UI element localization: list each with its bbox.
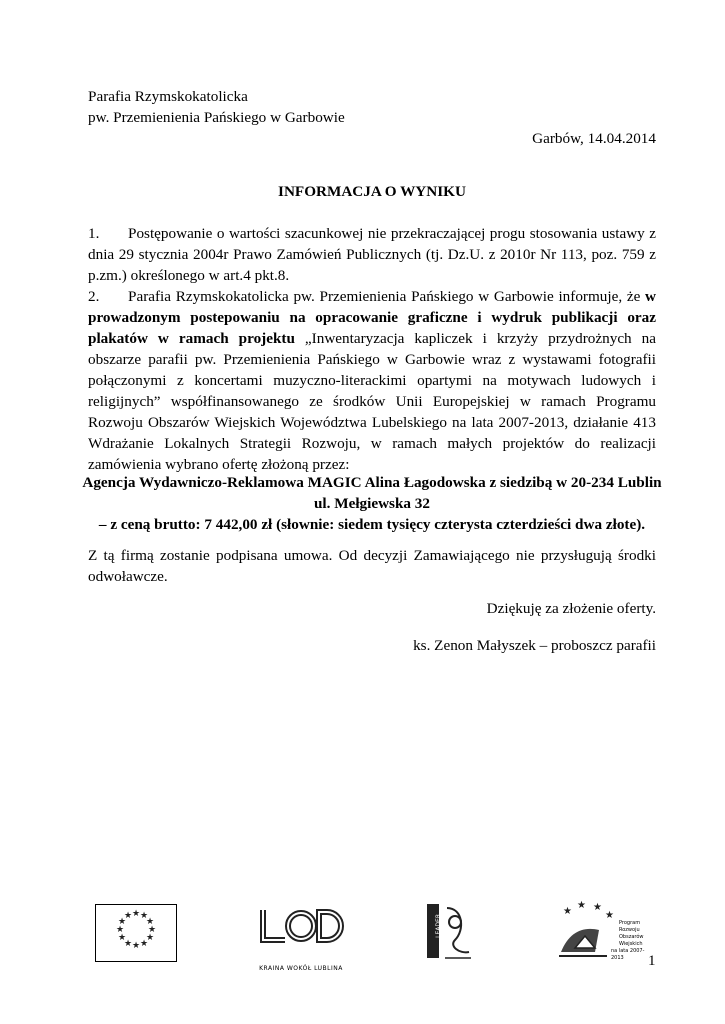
contract-note: Z tą firmą zostanie podpisana umowa. Od decyzji Zamawiającego nie przysługują środki odwoławcze.	[88, 547, 656, 585]
svg-text:★: ★	[115, 925, 125, 935]
prow-line: Program	[619, 920, 641, 926]
lgd-logo	[255, 906, 347, 972]
eu-flag-logo	[95, 904, 177, 962]
section-2-number: 2.	[88, 288, 100, 305]
prow-line: Rozwoju	[619, 927, 640, 933]
document-title: INFORMACJA O WYNIKU	[278, 183, 466, 200]
section-2	[88, 286, 656, 475]
svg-text:★: ★	[577, 900, 586, 911]
letterhead	[88, 86, 656, 128]
svg-text:★: ★	[605, 910, 614, 921]
prow-line: na lata 2007-2013	[611, 948, 645, 961]
org-name-line2: pw. Przemienienia Pańskiego w Garbowie	[88, 109, 345, 126]
winner-price: – z ceną brutto: 7 442,00 zł (słownie: siedem tysięcy czterysta czterdzieści dwa złote).	[98, 516, 646, 533]
prow-line: Obszarów	[619, 934, 644, 940]
org-name-line1: Parafia Rzymskokatolicka	[88, 88, 248, 105]
prow-line: Wiejskich	[619, 941, 643, 947]
prow-logo	[555, 896, 655, 966]
svg-text:★: ★	[139, 939, 149, 949]
svg-text:★: ★	[563, 906, 572, 917]
eu-stars-icon	[96, 905, 176, 961]
svg-text:★: ★	[139, 911, 149, 921]
svg-text:★: ★	[145, 933, 155, 943]
svg-text:★: ★	[145, 917, 155, 927]
winner-address: ul. Mełgiewska 32	[313, 495, 430, 512]
place-date: Garbów, 14.04.2014	[532, 130, 656, 147]
svg-text:★: ★	[131, 909, 141, 919]
svg-text:★: ★	[131, 941, 141, 951]
leader-label: LEADER	[435, 914, 442, 938]
section-2-bold: w prowadzonym postepowaniu na opracowanie graficzne i wydruk publikacji oraz plakatów w ramach projektu	[88, 288, 656, 347]
lgd-mark-icon	[255, 906, 347, 950]
svg-text:★: ★	[117, 933, 127, 943]
winner-name: Agencja Wydawniczo-Reklamowa MAGIC Alina Łagodowska z siedzibą w 20-234 Lublin	[82, 474, 662, 491]
signature: ks. Zenon Małyszek – proboszcz parafii	[413, 637, 656, 654]
leader-logo	[425, 900, 473, 964]
section-1	[88, 223, 656, 286]
svg-text:★: ★	[117, 917, 127, 927]
section-2-rest: „Inwentaryzacja kapliczek i krzyży przydrożnych na obszarze parafii pw. Przemienienia Pańskiego w Garbowie wraz z wystawami fotografii połączonymi z koncertami muzyczno-literackimi opartymi na motywach ludowych i religijnych” współfinansowanego ze środków Unii Europejskiej w ramach Programu Rozwoju Obszarów Wiejskich Województwa Lubelskiego na lata 2007-2013, działanie 413 Wdrażanie Lokalnych Strategii Rozwoju, w ramach małych projektów do realizacji zamówienia wybrano ofertę złożoną przez:	[88, 330, 656, 473]
winner-block	[78, 472, 666, 535]
lgd-caption: KRAINA WOKÓŁ LUBLINA	[259, 965, 343, 972]
section-1-number: 1.	[88, 225, 100, 242]
svg-text:★: ★	[123, 911, 133, 921]
section-1-text: Postępowanie o wartości szacunkowej nie przekraczającej progu stosowania ustawy z dnia 29 stycznia 2004r Prawo Zamówień Publicznych (tj. Dz.U. z 2010r Nr 113, poz. 759 z p.zm.) określonego w art.4 pkt.8.	[88, 225, 656, 284]
prow-emblem-icon	[555, 896, 619, 966]
svg-text:★: ★	[147, 925, 157, 935]
page-number: 1	[648, 953, 656, 969]
section-2-intro: Parafia Rzymskokatolicka pw. Przemienienia Pańskiego w Garbowie informuje, że	[128, 288, 641, 305]
svg-text:★: ★	[593, 902, 602, 913]
svg-text:★: ★	[123, 939, 133, 949]
thanks-line: Dziękuję za złożenie oferty.	[486, 600, 656, 617]
